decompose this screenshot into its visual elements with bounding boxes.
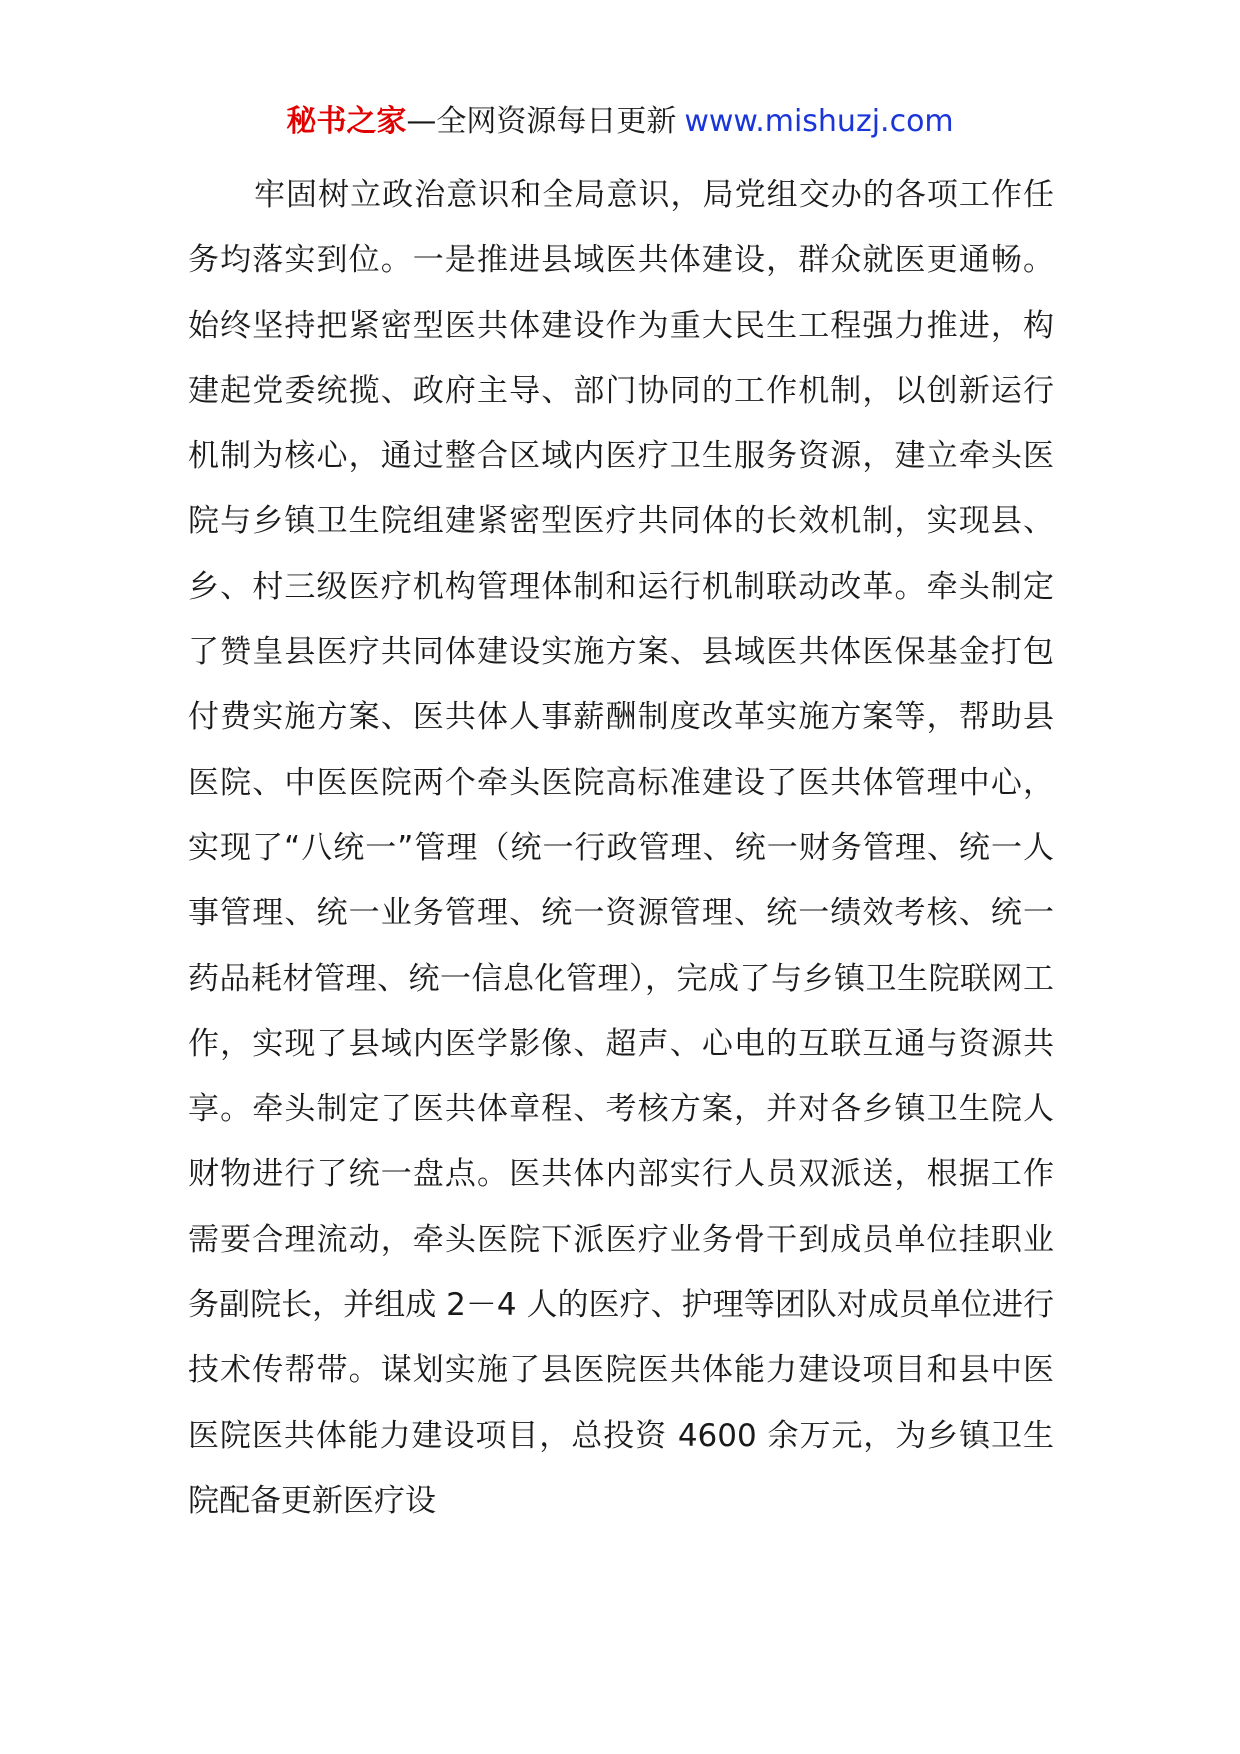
body-paragraph: 牢固树立政治意识和全局意识，局党组交办的各项工作任务均落实到位。一是推进县域医共体建设，群众就医更通畅。始终坚持把紧密型医共体建设作为重大民生工程强力推进，构建起党委统揽、政府主导、部门协同的工作机制，以创新运行机制为核心，通过整合区域内医疗卫生服务资源，建立牵头医院与乡镇卫生院组建紧密型医疗共同体的长效机制，实现县、乡、村三级医疗机构管理体制和运行机制联动改革。牵头制定了赞皇县医疗共同体建设实施方案、县域医共体医保基金打包付费实施方案、医共体人事薪酬制度改革实施方案等，帮助县医院、中医医院两个牵头医院高标准建设了医共体管理中心，实现了“八统一”管理（统一行政管理、统一财务管理、统一人事管理、统一业务管理、统一资源管理、统一绩效考核、统一药品耗材管理、统一信息化管理），完成了与乡镇卫生院联网工作，实现了县域内医学影像、超声、心电的互联互通与资源共享。牵头制定了医共体章程、考核方案，并对各乡镇卫生院人财物进行了统一盘点。医共体内部实行人员双派送，根据工作需要合理流动，牵头医院下派医疗业务骨干到成员单位挂职业务副院长，并组成 2－4 人的医疗、护理等团队对成员单位进行技术传帮带。谋划实施了县医院医共体能力建设项目和县中医医院医共体能力建设项目，总投资 4600 余万元，为乡镇卫生院配备更新医疗设 <box>188 177 1054 1519</box>
brand-name: 秘书之家 <box>286 104 407 139</box>
site-url-link[interactable]: www.mishuzj.com <box>684 104 954 139</box>
header-tagline: —全网资源每日更新 <box>406 104 677 139</box>
site-header <box>0 100 1240 144</box>
